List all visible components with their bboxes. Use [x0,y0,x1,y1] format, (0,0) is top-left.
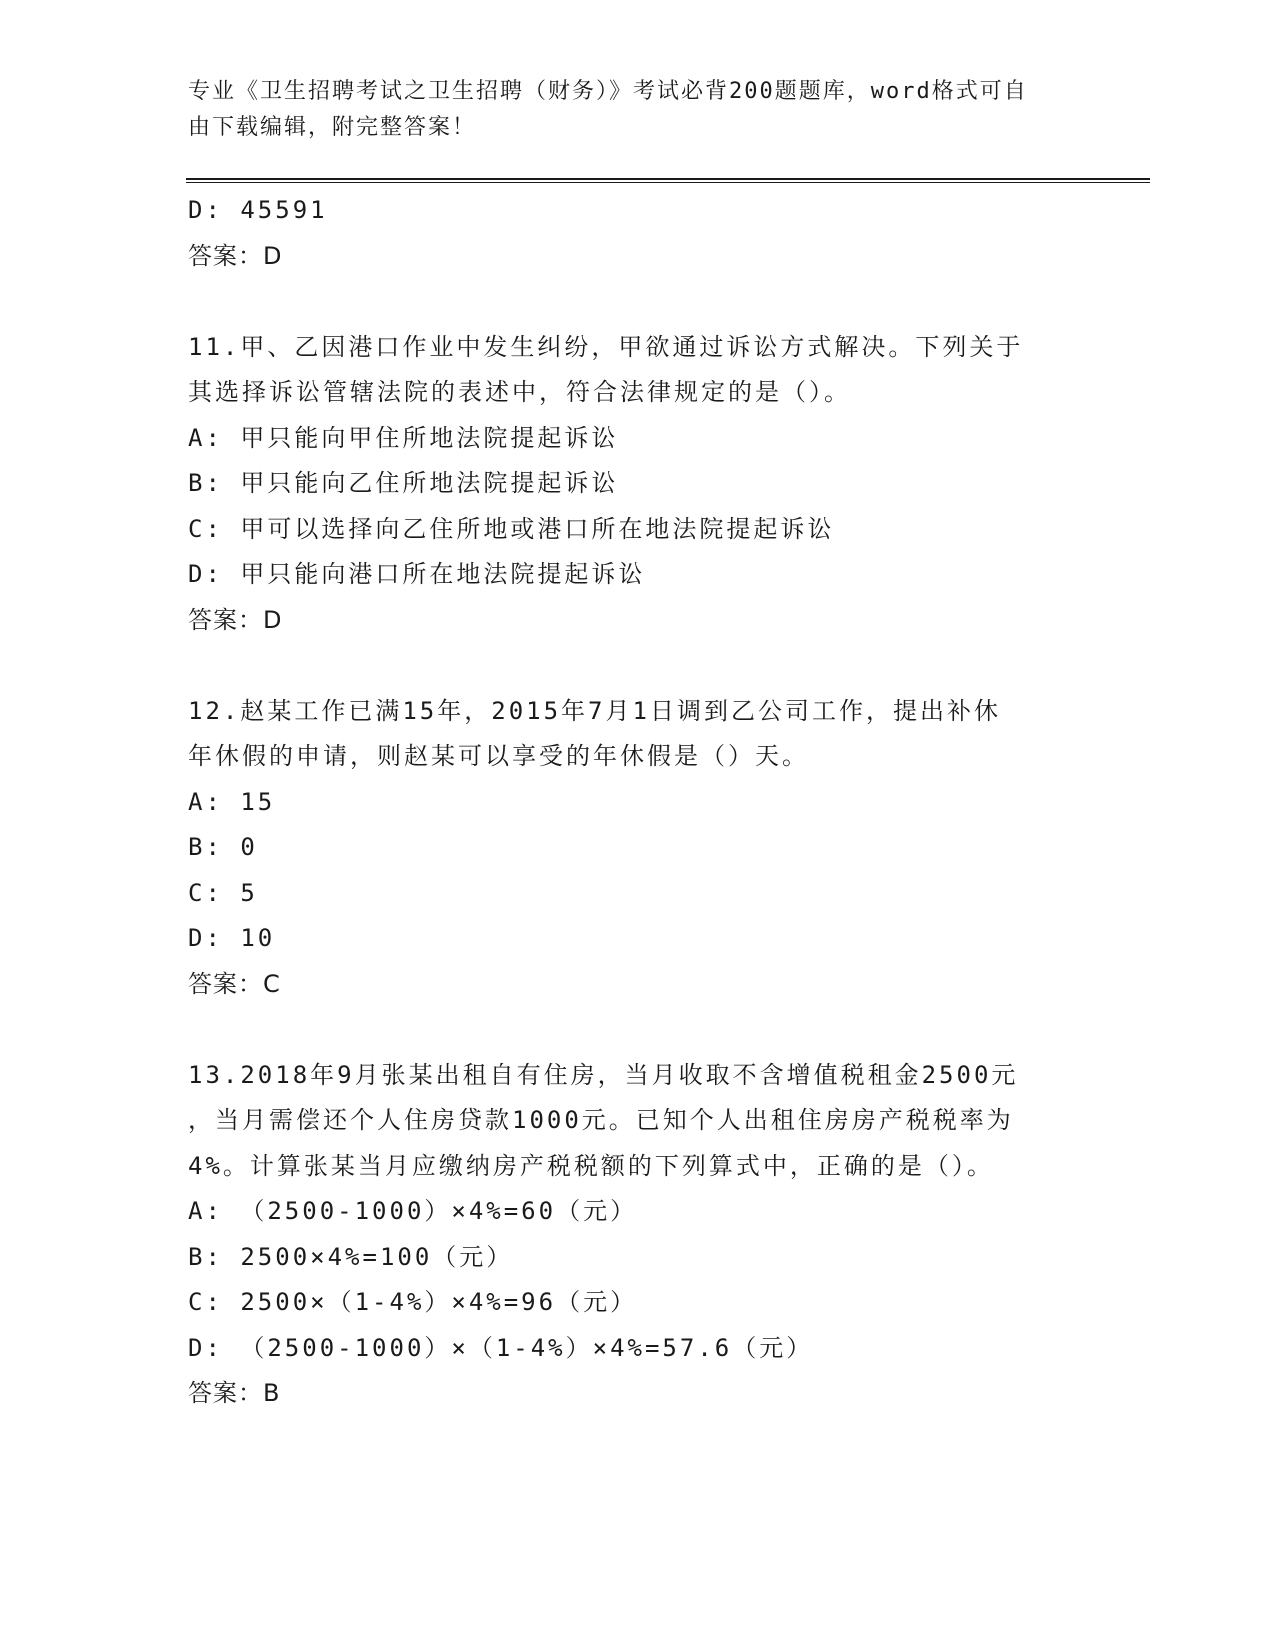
option-d: D: 甲只能向港口所在地法院提起诉讼 [188,560,646,588]
question-stem-line: 13.2018年9月张某出租自有住房，当月收取不含增值税租金2500元 [188,1060,1019,1089]
question-stem-line: 11.甲、乙因港口作业中发生纠纷，甲欲通过诉讼方式解决。下列关于 [188,332,1024,361]
question-12 [188,689,1088,1008]
question-13 [188,1053,1088,1417]
header-line-1: 专业《卫生招聘考试之卫生招聘（财务）》考试必背200题题库，word格式可自 [188,79,1028,104]
option-b: B: 2500×4%=100（元） [188,1242,514,1271]
header-line-2: 由下载编辑，附完整答案！ [188,115,477,140]
answer: 答案：B [188,1379,281,1407]
option-d: D: 10 [188,924,276,952]
answer: 答案：C [188,969,281,998]
question-stem-line: 4%。计算张某当月应缴纳房产税税额的下列算式中，正确的是（）。 [188,1151,994,1180]
question-list [188,188,1088,1417]
header-divider-thin [186,182,1150,183]
option-a: A: 15 [188,787,276,816]
option-d: D: （2500-1000）×（1-4%）×4%=57.6（元） [188,1333,814,1362]
option-c: C: 5 [188,878,258,907]
option-b: B: 甲只能向乙住所地法院提起诉讼 [188,469,619,497]
spacer [188,643,1088,689]
question-11 [188,325,1088,644]
question-stem-line: 12.赵某工作已满15年，2015年7月1日调到乙公司工作，提出补休 [188,696,1001,725]
answer: 答案：D [188,605,283,634]
option-b: B: 0 [188,833,258,861]
question-stem-line: 年休假的申请，则赵某可以享受的年休假是（）天。 [188,742,809,770]
header-divider [186,178,1150,180]
option-c: C: 甲可以选择向乙住所地或港口所在地法院提起诉讼 [188,514,835,543]
prev-option-d: D: 45591 [188,196,328,224]
option-a: A: 甲只能向甲住所地法院提起诉讼 [188,423,619,452]
spacer [188,279,1088,325]
prev-answer: 答案：D [188,241,283,270]
document-header [188,74,1068,146]
question-stem-line: ，当月需偿还个人住房贷款1000元。已知个人出租住房房产税税率为 [188,1106,1014,1134]
question-stem-line: 其选择诉讼管辖法院的表述中，符合法律规定的是（）。 [188,378,851,406]
option-a: A: （2500-1000）×4%=60（元） [188,1197,638,1225]
option-c: C: 2500×（1-4%）×4%=96（元） [188,1288,638,1316]
spacer [188,1007,1088,1053]
